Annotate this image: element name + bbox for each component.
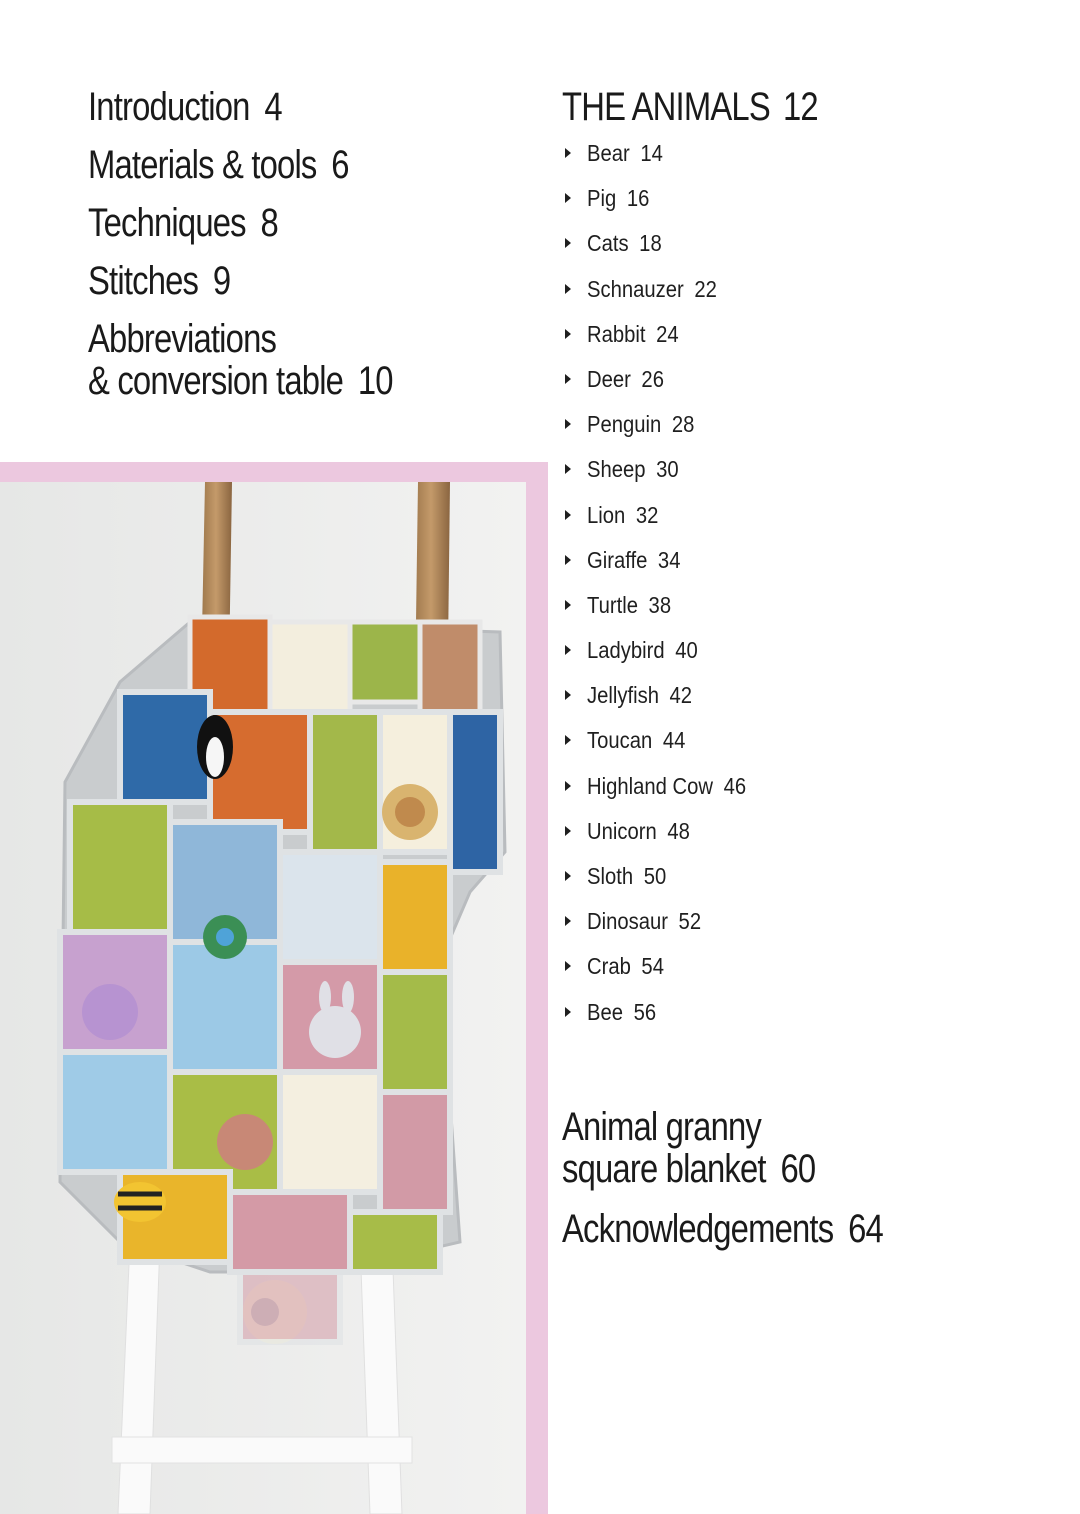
animal-name: Lion <box>587 501 626 528</box>
toc-entry-title: Acknowledgements <box>562 1207 834 1251</box>
bullet-icon <box>565 510 571 520</box>
toc-entry-techniques[interactable] <box>88 200 449 246</box>
toc-entry-page: 4 <box>264 85 282 129</box>
list-item[interactable] <box>562 500 1062 545</box>
list-item[interactable] <box>562 138 1062 183</box>
bullet-icon <box>565 645 571 655</box>
toc-entry-title-line2: square blanket <box>562 1147 766 1191</box>
blanket-photo <box>0 482 526 1514</box>
bullet-icon <box>565 329 571 339</box>
bullet-icon <box>565 464 571 474</box>
bullet-icon <box>565 419 571 429</box>
animal-page: 22 <box>694 275 717 302</box>
animal-page: 28 <box>671 411 695 438</box>
animal-name: Giraffe <box>587 546 648 573</box>
list-item[interactable] <box>562 590 1062 635</box>
list-item[interactable] <box>562 183 1062 228</box>
bullet-icon <box>565 1007 571 1017</box>
animal-name: Pig <box>587 185 617 212</box>
list-item[interactable] <box>562 997 1062 1042</box>
list-item[interactable] <box>562 816 1062 861</box>
bullet-icon <box>565 781 571 791</box>
animal-page: 30 <box>656 456 679 483</box>
animal-page: 44 <box>662 727 686 754</box>
animal-page: 48 <box>667 817 690 844</box>
animal-name: Turtle <box>587 591 638 618</box>
toc-entry-page: 8 <box>260 201 278 245</box>
animal-name: Highland Cow <box>587 772 714 799</box>
bullet-icon <box>565 374 571 384</box>
animal-name: Deer <box>587 365 631 392</box>
animal-page: 34 <box>657 546 681 573</box>
list-item[interactable] <box>562 274 1062 319</box>
back-matter-toc <box>562 1104 1062 1266</box>
animal-name: Rabbit <box>587 320 646 347</box>
bullet-icon <box>565 148 571 158</box>
animal-name: Sheep <box>587 456 646 483</box>
animal-page: 42 <box>669 682 693 709</box>
toc-entry-introduction[interactable] <box>88 84 449 130</box>
list-item[interactable] <box>562 725 1062 770</box>
list-item[interactable] <box>562 228 1062 273</box>
animal-name: Bear <box>587 140 630 166</box>
toc-entry-abbreviations[interactable] <box>88 316 449 404</box>
toc-entry-title: Introduction <box>88 85 250 129</box>
animal-page: 14 <box>640 140 663 166</box>
toc-entry-page: 60 <box>780 1147 816 1191</box>
bullet-icon <box>565 871 571 881</box>
animal-name: Cats <box>587 230 629 257</box>
animal-page: 54 <box>641 953 664 980</box>
section-heading-title: THE ANIMALS <box>562 85 770 129</box>
bullet-icon <box>565 193 571 203</box>
bullet-icon <box>565 826 571 836</box>
animal-page: 26 <box>641 365 664 392</box>
animal-page: 46 <box>723 772 747 799</box>
animal-name: Dinosaur <box>587 908 669 935</box>
bullet-icon <box>565 600 571 610</box>
toc-entry-blanket[interactable] <box>562 1104 972 1192</box>
list-item[interactable] <box>562 861 1062 906</box>
toc-entry-page: 64 <box>848 1207 883 1251</box>
list-item[interactable] <box>562 635 1062 680</box>
toc-entry-title: Techniques <box>88 201 246 245</box>
list-item[interactable] <box>562 545 1062 590</box>
animal-name: Ladybird <box>587 637 665 664</box>
bullet-icon <box>565 690 571 700</box>
toc-entry-acknowledgements[interactable] <box>562 1206 972 1252</box>
section-heading-page: 12 <box>783 85 818 129</box>
animal-page: 40 <box>675 637 698 664</box>
list-item[interactable] <box>562 319 1062 364</box>
toc-entry-materials[interactable] <box>88 142 449 188</box>
bullet-icon <box>565 284 571 294</box>
crochet-blanket-illustration <box>0 482 526 1514</box>
list-item[interactable] <box>562 906 1062 951</box>
bullet-icon <box>565 238 571 248</box>
animal-name: Unicorn <box>587 817 657 844</box>
animal-page: 24 <box>656 320 679 347</box>
toc-entry-page: 9 <box>212 259 231 303</box>
animal-name: Jellyfish <box>587 682 659 709</box>
toc-entry-title-line2: & conversion table <box>88 359 344 403</box>
toc-entry-title-line1: Animal granny <box>562 1105 762 1149</box>
toc-entry-page: 10 <box>357 359 393 403</box>
toc-entry-title-line1: Abbreviations <box>88 317 277 361</box>
bullet-icon <box>565 735 571 745</box>
animal-name: Penguin <box>587 411 662 438</box>
list-item[interactable] <box>562 364 1062 409</box>
animal-name: Bee <box>587 998 624 1025</box>
animal-page: 32 <box>635 501 659 528</box>
bullet-icon <box>565 961 571 971</box>
toc-entry-title: Materials & tools <box>88 143 317 187</box>
animal-name: Crab <box>587 953 631 980</box>
animal-list <box>562 138 1062 1042</box>
animal-page: 18 <box>639 230 662 257</box>
toc-entry-title: Stitches <box>88 259 199 303</box>
toc-entry-stitches[interactable] <box>88 258 449 304</box>
animal-name: Sloth <box>587 863 634 889</box>
list-item[interactable] <box>562 771 1062 816</box>
animals-toc <box>562 84 1062 1042</box>
animal-page: 56 <box>633 998 657 1025</box>
bullet-icon <box>565 916 571 926</box>
animal-page: 38 <box>648 591 672 618</box>
section-heading-animals[interactable] <box>562 84 972 130</box>
animal-page: 52 <box>678 908 702 935</box>
toc-entry-page: 6 <box>331 143 349 187</box>
animal-name: Schnauzer <box>587 275 684 302</box>
list-item[interactable] <box>562 409 1062 454</box>
bullet-icon <box>565 555 571 565</box>
animal-page: 16 <box>626 185 650 212</box>
animal-page: 50 <box>643 863 667 889</box>
list-item[interactable] <box>562 454 1062 499</box>
list-item[interactable] <box>562 680 1062 725</box>
animal-name: Toucan <box>587 727 653 754</box>
front-matter-toc <box>88 84 528 416</box>
list-item[interactable] <box>562 951 1062 996</box>
